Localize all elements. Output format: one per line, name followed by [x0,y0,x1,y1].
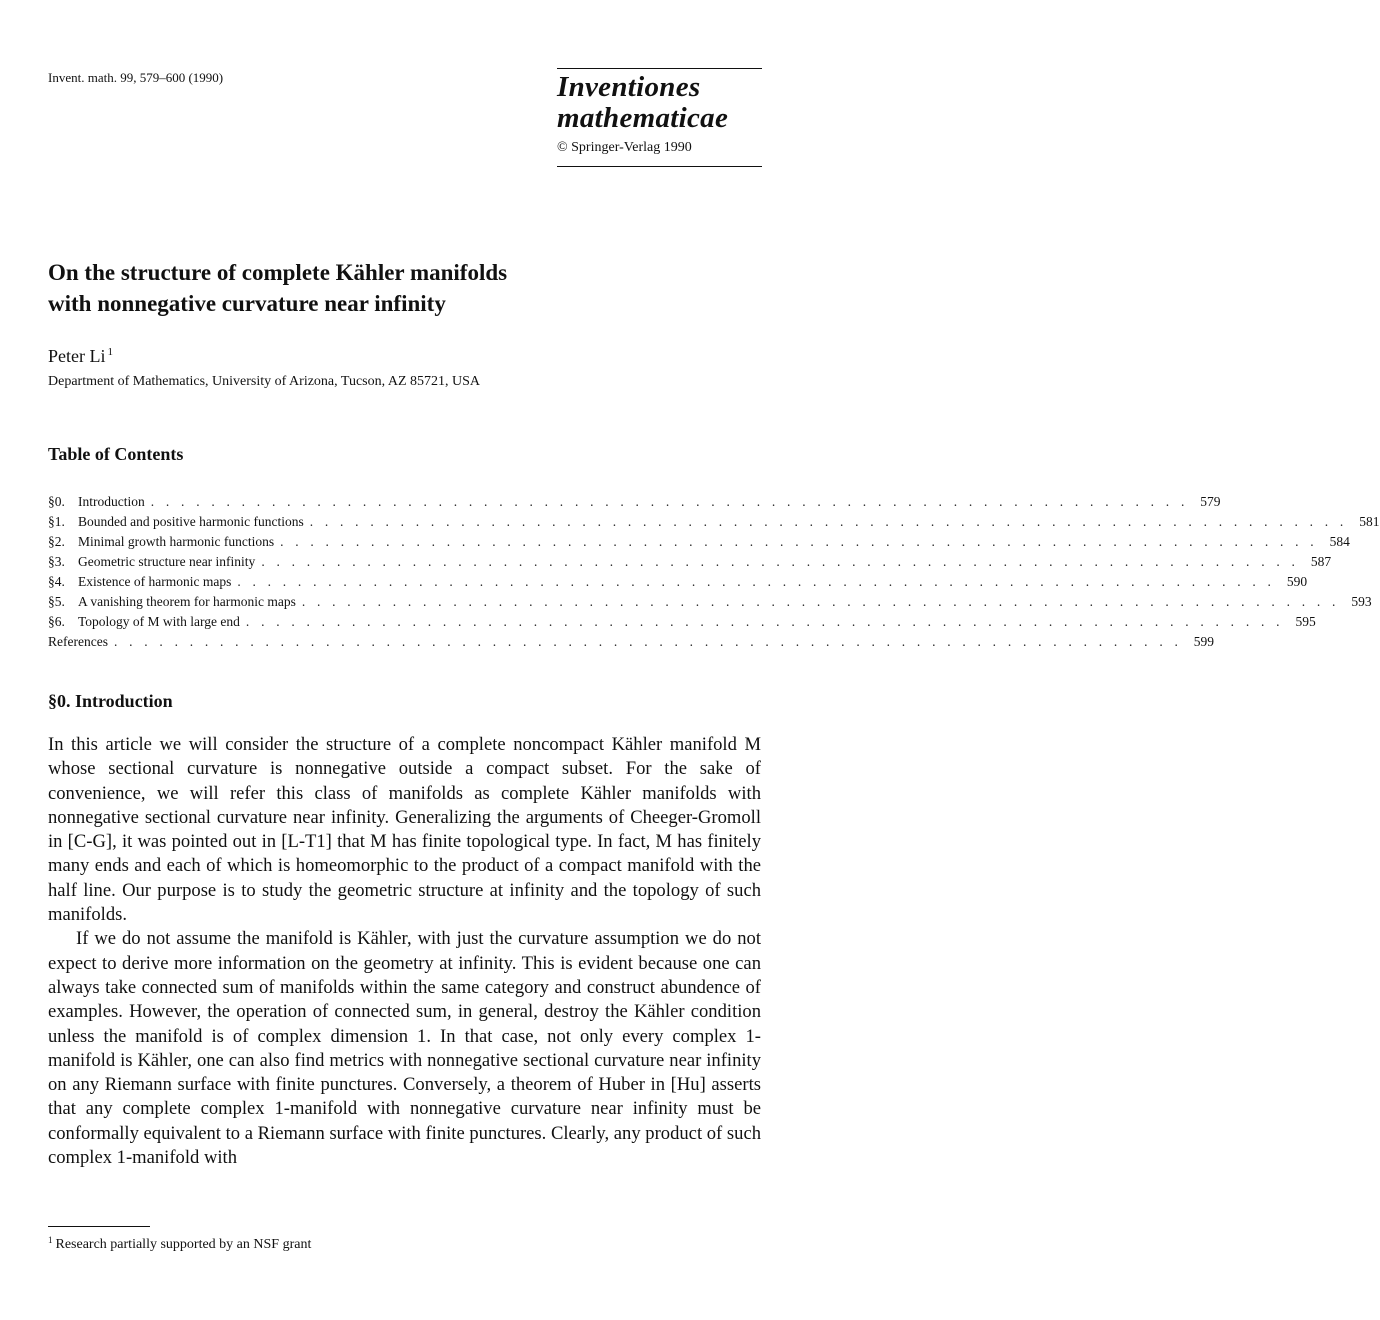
toc-leader-dots: . . . . . . . . . . . . . . . . . . . . . . . . . . . . . . . . . . . . . . . . . . . . . . . . . . . . . . . . . . . . . . . . . . . . . [280,534,1318,549]
intro-paragraph: If we do not assume the manifold is Kähler, with just the curvature assumption we do not expect to derive more information on the geometry at infinity. This is evident because one can always take connected sum of manifolds within the same category and construct abundence of examples. However, the operation of connected sum, in general, destroy the Kähler condition unless the manifold is of complex dimension 1. In that case, not only every complex 1-manifold is Kähler, one can also find metrics with nonnegative sectional curvature near infinity on any Riemann surface with finite punctures. Conversely, a theorem of Huber in [Hu] asserts that any complete complex 1-manifold with nonnegative curvature near infinity must be conformally equivalent to a Riemann surface with finite punctures. Clearly, any product of such complex 1-manifold with [48,928,761,1169]
toc-leader-dots: . . . . . . . . . . . . . . . . . . . . . . . . . . . . . . . . . . . . . . . . . . . . . . . . . . . . . . . . . . . . . . . . . . . . . [261,554,1300,569]
toc-entry[interactable] [48,532,1350,552]
toc-page-number: 590 [1286,574,1308,589]
toc-entry[interactable] [48,512,1380,532]
journal-citation: Invent. math. 99, 579–600 (1990) [48,70,224,85]
toc-entry[interactable] [48,552,1332,572]
toc-section-number: §6. [48,614,65,629]
journal-name [557,72,728,134]
journal-name-line1: Inventiones [557,71,701,103]
footnote [48,1235,311,1253]
toc-entry-title: Existence of harmonic maps [78,574,232,589]
author-name [48,346,113,367]
toc-entry-title: A vanishing theorem for harmonic maps [78,594,296,609]
toc-leader-dots: . . . . . . . . . . . . . . . . . . . . . . . . . . . . . . . . . . . . . . . . . . . . . . . . . . . . . . . . . . . . . . . . . . . . . [237,574,1276,589]
toc-section-number: §5. [48,594,65,609]
toc-section-number: §2. [48,534,65,549]
toc-page-number: 595 [1295,614,1316,629]
toc-entry-title: Minimal growth harmonic functions [78,534,275,549]
section-heading-introduction: §0. Introduction [48,691,173,711]
toc-page-number: 599 [1193,634,1215,649]
author-name-text: Peter Li [48,346,106,366]
toc-page-number: 587 [1310,554,1332,569]
toc-leader-dots: . . . . . . . . . . . . . . . . . . . . . . . . . . . . . . . . . . . . . . . . . . . . . . . . . . . . . . . . . . . . . . . . . . . . . . . [113,634,1183,649]
footnote-text: Research partially supported by an NSF grant [55,1237,312,1252]
toc-entry-title: Introduction [78,494,145,509]
intro-paragraph: In this article we will consider the structure of a complete noncompact Kähler manifold M whose sectional curvature is nonnegative outside a compact subset. For the sake of convenience, we will refer this class of manifolds as complete Kähler manifolds with nonnegative sectional curvature near infinity. Generalizing the arguments of Cheeger-Gromoll in [C-G], it was pointed out in [L-T1] that M has finite topological type. In fact, M has finitely many ends and each of which is homeomorphic to the product of a compact manifold with the half line. Our purpose is to study the geometric structure at infinity and the topology of such manifolds. [48,734,761,926]
toc-entry[interactable] [48,612,1316,632]
toc-leader-dots: . . . . . . . . . . . . . . . . . . . . . . . . . . . . . . . . . . . . . . . . . . . . . . . . . . . . . . . . . . . . . . . . . . . . . [150,494,1189,509]
toc-entry[interactable] [48,572,1308,592]
toc-heading: Table of Contents [48,444,184,464]
toc-page-number: 581 [1359,514,1380,529]
introduction-body [48,733,761,1170]
author-affiliation: Department of Mathematics, University of Arizona, Tucson, AZ 85721, USA [48,374,481,389]
toc-leader-dots: . . . . . . . . . . . . . . . . . . . . . . . . . . . . . . . . . . . . . . . . . . . . . . . . . . . . . . . . . . . . . . . . . . . . . [309,514,1348,529]
toc-entry[interactable] [48,592,1372,612]
toc-page-number: 593 [1351,594,1372,609]
toc-entry-title: References [48,634,108,649]
journal-name-line2: mathematicae [557,102,729,134]
toc-leader-dots: . . . . . . . . . . . . . . . . . . . . . . . . . . . . . . . . . . . . . . . . . . . . . . . . . . . . . . . . . . . . . . . . . . . . . [245,614,1284,629]
copyright-notice: © Springer-Verlag 1990 [557,140,692,155]
toc-section-number: §4. [48,574,65,589]
toc-section-number: §1. [48,514,65,529]
toc-page-number: 579 [1200,494,1221,509]
article-title [48,257,748,319]
toc-section-number: §0. [48,494,65,509]
toc-entry[interactable] [48,632,1215,652]
toc-leader-dots: . . . . . . . . . . . . . . . . . . . . . . . . . . . . . . . . . . . . . . . . . . . . . . . . . . . . . . . . . . . . . . . . . . . . . [301,594,1340,609]
toc-entry-title: Geometric structure near infinity [78,554,256,569]
journal-top-rule [557,68,762,69]
toc-entry-title: Bounded and positive harmonic functions [78,514,304,529]
author-footnote-mark: 1 [107,346,113,358]
title-line2: with nonnegative curvature near infinity [48,291,446,316]
journal-bottom-rule [557,166,762,167]
footnote-rule [48,1226,150,1227]
toc-entry-title: Topology of M with large end [78,614,240,629]
table-of-contents [48,492,1380,652]
title-line1: On the structure of complete Kähler manifolds [48,260,508,285]
toc-entry[interactable] [48,492,1221,512]
toc-section-number: §3. [48,554,65,569]
toc-page-number: 584 [1329,534,1350,549]
footnote-mark: 1 [48,1235,53,1245]
